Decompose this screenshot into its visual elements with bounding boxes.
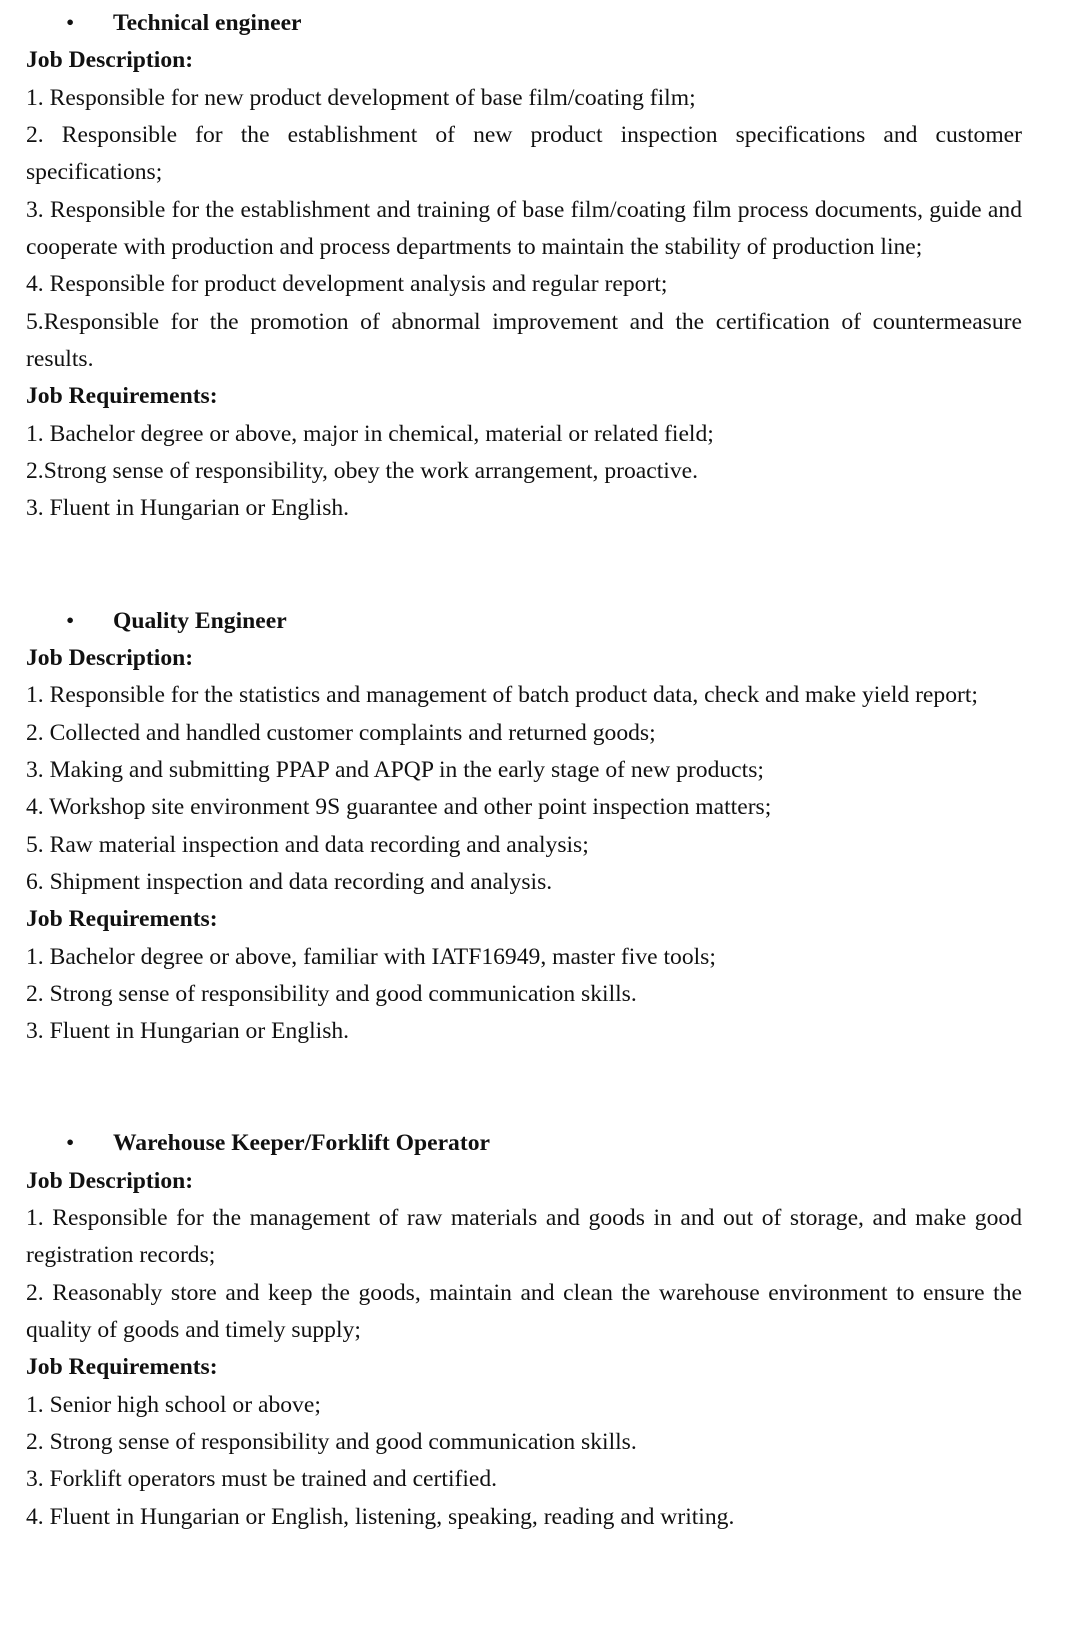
job-title-text: Quality Engineer bbox=[113, 607, 287, 634]
requirement-item: 3. Forklift operators must be trained and certified. bbox=[26, 1466, 498, 1493]
job-requirements-heading: Job Requirements: bbox=[26, 906, 218, 933]
job-description-heading: Job Description: bbox=[26, 47, 194, 74]
requirement-item: 1. Bachelor degree or above, major in chemical, material or related field; bbox=[26, 420, 714, 447]
job-description-heading: Job Description: bbox=[26, 644, 194, 671]
description-item: 1. Responsible for new product development of base film/coating film; bbox=[26, 84, 696, 111]
job-section bbox=[26, 5, 1022, 528]
description-item: 4. Workshop site environment 9S guarantee and other point inspection matters; bbox=[26, 794, 772, 821]
job-requirements-heading: Job Requirements: bbox=[26, 383, 218, 410]
description-item: 2. Reasonably store and keep the goods, maintain and clean the warehouse environment to ensure the quality of goods and timely supply; bbox=[26, 1279, 1022, 1344]
requirement-item: 2. Strong sense of responsibility and good communication skills. bbox=[26, 1429, 637, 1456]
description-item: 1. Responsible for the management of raw materials and goods in and out of storage, and make good registration records; bbox=[26, 1205, 1022, 1269]
description-item: 4. Responsible for product development analysis and regular report; bbox=[26, 271, 668, 298]
requirement-item: 2.Strong sense of responsibility, obey the work arrangement, proactive. bbox=[26, 458, 699, 485]
description-item: 5.Responsible for the promotion of abnormal improvement and the certification of countermeasure results. bbox=[26, 308, 1022, 373]
requirement-item: 1. Bachelor degree or above, familiar with IATF16949, master five tools; bbox=[26, 943, 716, 970]
description-item: 2. Collected and handled customer complaints and returned goods; bbox=[26, 719, 656, 746]
description-item: 6. Shipment inspection and data recording and analysis. bbox=[26, 868, 553, 895]
job-postings-document bbox=[26, 5, 1022, 1536]
job-requirements-heading: Job Requirements: bbox=[26, 1354, 218, 1381]
job-title-text: Technical engineer bbox=[113, 10, 302, 36]
requirement-item: 1. Senior high school or above; bbox=[26, 1391, 321, 1418]
bullet-icon: • bbox=[66, 607, 75, 634]
job-section bbox=[26, 603, 1022, 1051]
job-title-text: Warehouse Keeper/Forklift Operator bbox=[113, 1130, 490, 1157]
description-item: 3. Responsible for the establishment and training of base film/coating film process documents, guide and cooperate with production and process departments to maintain the stability of production line; bbox=[26, 196, 1022, 261]
job-title bbox=[26, 1125, 1022, 1162]
job-title bbox=[26, 603, 1022, 640]
bullet-icon: • bbox=[66, 1130, 75, 1157]
requirement-item: 2. Strong sense of responsibility and good communication skills. bbox=[26, 980, 637, 1007]
requirement-item: 3. Fluent in Hungarian or English. bbox=[26, 495, 350, 522]
description-item: 2. Responsible for the establishment of new product inspection specifications and customer specifications; bbox=[26, 122, 1022, 186]
description-item: 3. Making and submitting PPAP and APQP in the early stage of new products; bbox=[26, 756, 764, 783]
job-section bbox=[26, 1125, 1022, 1536]
requirement-item: 4. Fluent in Hungarian or English, listening, speaking, reading and writing. bbox=[26, 1503, 735, 1530]
requirement-item: 3. Fluent in Hungarian or English. bbox=[26, 1018, 350, 1045]
bullet-icon: • bbox=[66, 10, 75, 36]
description-item: 5. Raw material inspection and data recording and analysis; bbox=[26, 831, 589, 858]
description-item: 1. Responsible for the statistics and management of batch product data, check and make yield report; bbox=[26, 682, 978, 709]
job-description-heading: Job Description: bbox=[26, 1167, 194, 1194]
job-title bbox=[26, 5, 1022, 42]
